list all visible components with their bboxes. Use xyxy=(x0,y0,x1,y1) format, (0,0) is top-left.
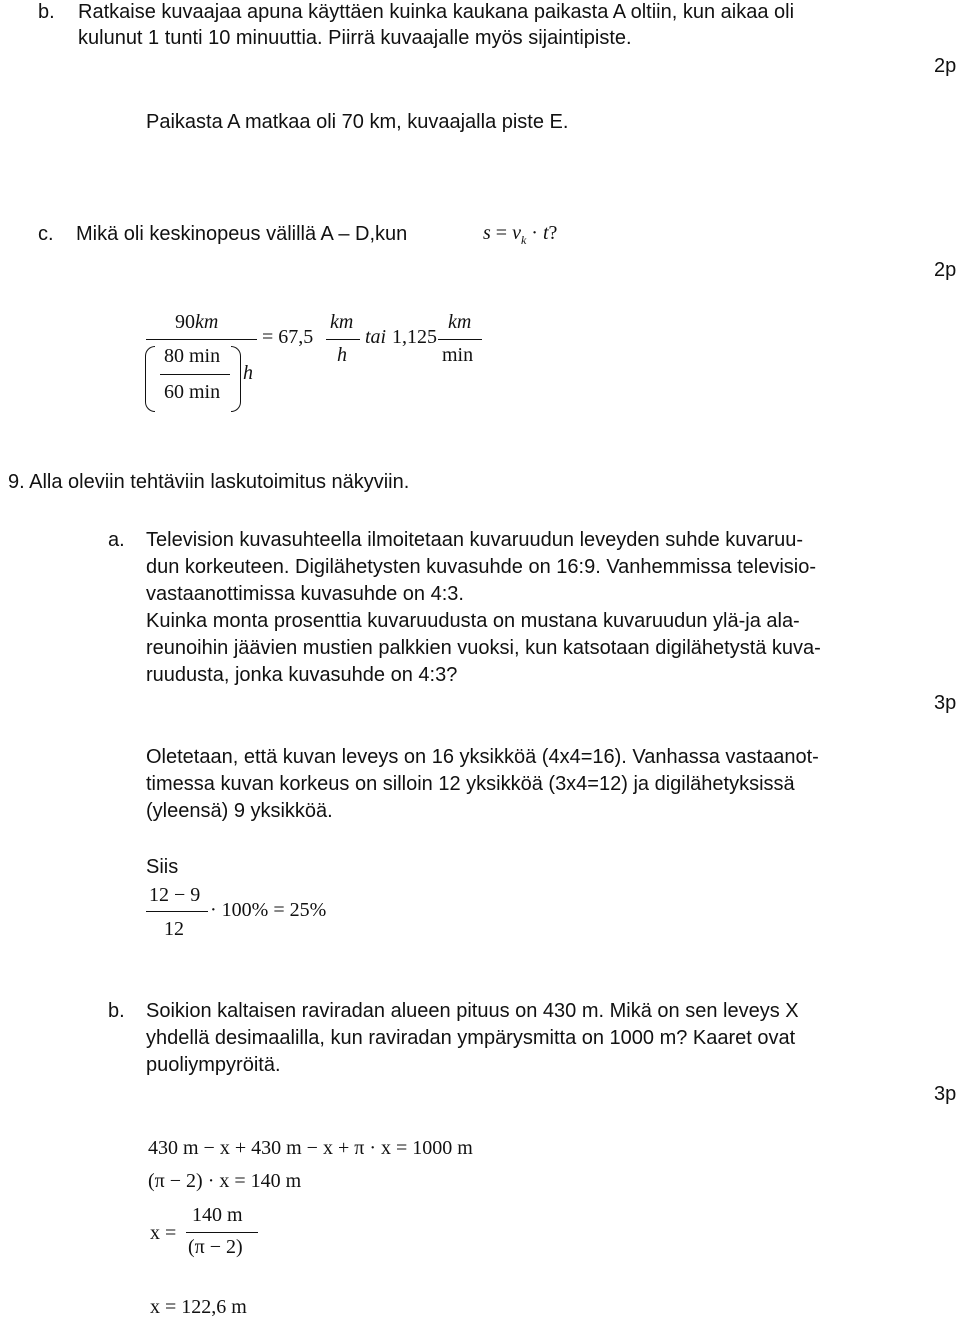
calc-inner-bar xyxy=(160,374,230,375)
calc-num-value: 90 xyxy=(175,311,195,333)
calc-min: min xyxy=(442,344,474,366)
q9-title: 9. Alla oleviin tehtäviin laskutoimitus näkyviin. xyxy=(8,471,410,493)
right-paren xyxy=(231,346,241,412)
q9a-line: ruudusta, jonka kuvasuhde on 4:3? xyxy=(146,664,458,686)
calc-h2: h xyxy=(337,344,347,366)
q8b-line2: kulunut 1 tunti 10 minuuttia. Piirrä kuvaajalle myös sijaintipiste. xyxy=(78,27,632,49)
calc-km: km xyxy=(330,311,354,333)
formula-t: t xyxy=(542,222,549,244)
q9b-eq3-bar xyxy=(186,1232,258,1233)
q9b-eq2: (π − 2) · x = 140 m xyxy=(148,1170,302,1192)
q9a-label: a. xyxy=(108,529,125,551)
q9b-line: Soikion kaltaisen raviradan alueen pituus on 430 m. Mikä on sen leveys X xyxy=(146,1000,799,1022)
formula-dot: · xyxy=(531,222,538,244)
q9a-line: Kuinka monta prosenttia kuvaruudusta on mustana kuvaruudun ylä-ja ala- xyxy=(146,610,800,632)
q8c-label: c. xyxy=(38,223,54,245)
q9b-line: puoliympyröitä. xyxy=(146,1054,281,1076)
calc-km2: km xyxy=(448,311,472,333)
q9b-points: 3p xyxy=(934,1083,957,1105)
q8b-label: b. xyxy=(38,1,55,23)
left-paren xyxy=(145,346,155,412)
q9b-eq4: x = 122,6 m xyxy=(150,1296,247,1318)
q9b-eq3-lhs: x = xyxy=(150,1222,177,1244)
formula-s: s xyxy=(483,222,491,244)
q9a-answer-line: timessa kuvan korkeus on silloin 12 yksikköä (3x4=12) ja digilähetyksissä xyxy=(146,773,795,795)
q9a-calc-num: 12 − 9 xyxy=(149,884,201,906)
q8c-points: 2p xyxy=(934,259,957,281)
q9b-eq1: 430 m − x + 430 m − x + π · x = 1000 m xyxy=(148,1137,473,1159)
formula-q: ? xyxy=(548,222,558,244)
q9a-siis: Siis xyxy=(146,856,179,878)
q9a-line: dun korkeuteen. Digilähetysten kuvasuhde on 16:9. Vanhemmissa televisio- xyxy=(146,556,817,578)
calc-km-bar xyxy=(326,339,360,340)
q9a-points: 3p xyxy=(934,692,957,714)
calc-tai: tai xyxy=(365,326,387,348)
q8c-text: Mikä oli keskinopeus välillä A – D,kun xyxy=(76,223,408,245)
q9a-calc-bar xyxy=(146,911,208,912)
calc-inner-den: 60 min xyxy=(164,381,221,403)
calc-num xyxy=(175,311,218,334)
q9a-line: vastaanottimissa kuvasuhde on 4:3. xyxy=(146,583,464,605)
q8c-formula xyxy=(483,222,557,248)
q8b-points: 2p xyxy=(934,55,957,77)
q9b-eq3-num: 140 m xyxy=(192,1204,243,1226)
q9a-line: reunoihin jäävien mustien palkkien vuoksi, kun katsotaan digilähetystä kuva- xyxy=(146,637,821,659)
calc-h: h xyxy=(243,362,253,384)
q8b-answer: Paikasta A matkaa oli 70 km, kuvaajalla piste E. xyxy=(146,111,569,133)
formula-eq: = xyxy=(495,222,508,244)
calc-main-bar xyxy=(146,339,257,340)
calc-eq: = 67,5 xyxy=(262,326,314,348)
q9a-calc-rest: · 100% = 25% xyxy=(210,899,327,921)
q9b-label: b. xyxy=(108,1000,125,1022)
q9b-eq3-den: (π − 2) xyxy=(188,1236,243,1258)
q9a-calc-den: 12 xyxy=(164,918,184,940)
q9a-line: Television kuvasuhteella ilmoitetaan kuvaruudun leveyden suhde kuvaruu- xyxy=(146,529,804,551)
formula-k: k xyxy=(520,233,527,247)
q9a-answer-line: (yleensä) 9 yksikköä. xyxy=(146,800,333,822)
calc-min-bar xyxy=(438,339,482,340)
calc-num-unit: km xyxy=(195,311,219,333)
calc-val2: 1,125 xyxy=(392,326,437,348)
calc-inner-num: 80 min xyxy=(164,345,221,367)
q9b-line: yhdellä desimaalilla, kun raviradan ympärysmitta on 1000 m? Kaaret ovat xyxy=(146,1027,796,1049)
q9a-answer-line: Oletetaan, että kuvan leveys on 16 yksikköä (4x4=16). Vanhassa vastaanot- xyxy=(146,746,819,768)
q8b-line1: Ratkaise kuvaajaa apuna käyttäen kuinka kaukana paikasta A oltiin, kun aikaa oli xyxy=(78,1,795,23)
formula-v: v xyxy=(512,222,521,244)
